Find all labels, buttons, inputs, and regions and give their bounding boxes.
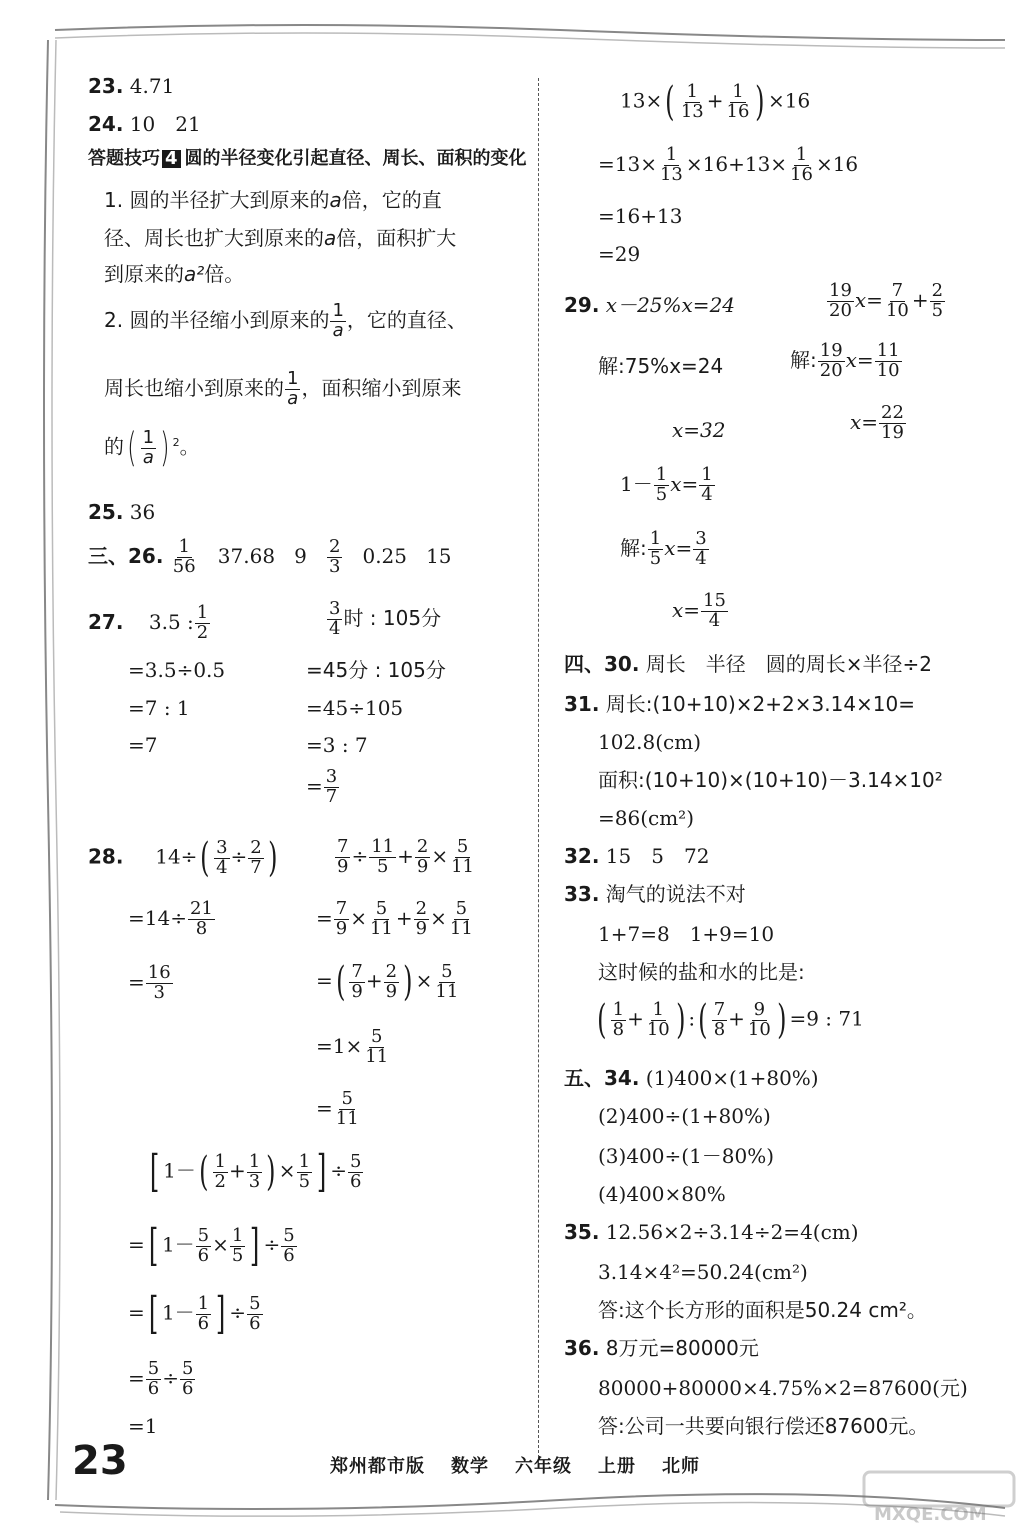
q31-l3: 面积:(10+10)×(10+10)－3.14×10²: [598, 768, 943, 792]
tip-p1-line1: 1. 圆的半径扩大到原来的a倍，它的直: [104, 188, 442, 212]
q32-line: 32. 15 5 72: [564, 844, 710, 868]
q31-l1: 31. 周长:(10+10)×2+2×3.14×10=: [564, 692, 916, 716]
q34-l2: (2)400÷(1+80%): [598, 1104, 771, 1128]
q33-l3: 这时候的盐和水的比是:: [598, 960, 805, 984]
q29-s3: 解: $\frac{1}{5}$ x= $\frac{3}{4}$: [620, 528, 707, 569]
q35-l3: 答:这个长方形的面积是50.24 cm²。: [598, 1298, 927, 1322]
r-top-l1: 13×( $\frac{1}{13}$ + $\frac{1}{16}$ ) ×16: [620, 79, 811, 125]
q36-l3: 答:公司一共要向银行偿还87600元。: [598, 1414, 929, 1438]
q26-line: 三、26. $\frac{1}{56}$ 37.68 9 $\frac{2}{3}$ 0.25 15: [88, 536, 452, 577]
tip-badge: 4: [162, 150, 181, 168]
tip-heading: 答题技巧 4 圆的半径变化引起直径、周长、面积的变化: [88, 148, 527, 169]
q27-b5: = $\frac{3}{7}$: [306, 766, 338, 807]
q28-b5: = $\frac{5}{11}$: [316, 1088, 359, 1129]
q27-a2: =3.5÷0.5: [128, 658, 226, 682]
q28-c2: =[ 1－ $\frac{5}{6}$ × $\frac{1}{5}$ ] ÷ $\frac{5}{6}$: [128, 1220, 295, 1271]
q29-s2: 解: $\frac{19}{20}$ x= $\frac{11}{10}$: [790, 340, 900, 381]
tip-p1-line2: 径、周长也扩大到原来的a倍，面积扩大: [104, 226, 457, 250]
q29-r2: x= $\frac{22}{19}$: [850, 402, 904, 443]
q25-line: 25. 36: [88, 500, 156, 524]
q28-b3: =( $\frac{7}{9}$ + $\frac{2}{9}$ ) × $\frac{5}{11}$: [316, 959, 459, 1005]
tip-p2-line3: 的( $\frac{1}{a}$ ) $^2$。: [104, 425, 200, 471]
q33-l1: 33. 淘气的说法不对: [564, 882, 746, 906]
q27-a1: 27. 3.5 : $\frac{1}{2}$: [88, 602, 209, 643]
q33-l4: ( $\frac{1}{8}$ + $\frac{1}{10}$ ) :( $\frac{7}{8}$ + $\frac{9}{10}$ ) =9 : 71: [597, 997, 864, 1043]
q28-b4: =1× $\frac{5}{11}$: [316, 1026, 389, 1067]
watermark: MXQE.COM: [860, 1470, 1020, 1526]
q28-c1: [ 1－( $\frac{1}{2}$ + $\frac{1}{3}$ ) × $\frac{1}{5}$ ] ÷ $\frac{5}{6}$: [149, 1146, 362, 1197]
q23-line: 23. 4.71: [88, 74, 175, 98]
q27-b4: =3 : 7: [306, 733, 368, 757]
q33-l2: 1+7=8 1+9=10: [598, 922, 775, 946]
column-divider: [538, 78, 539, 1463]
page-number: 23: [72, 1438, 128, 1484]
q29-r1: x=32: [672, 418, 726, 442]
q35-l1: 35. 12.56×2÷3.14÷2=4(cm): [564, 1220, 859, 1244]
q27-a3: =7 : 1: [128, 696, 190, 720]
footer-info: 郑州都市版 数学 六年级 上册 北师: [330, 1456, 700, 1477]
q28-b1: $\frac{7}{9}$ ÷ $\frac{11}{5}$ + $\frac{2}{9}$ × $\frac{5}{11}$: [337, 836, 475, 877]
q27-b3: =45÷105: [306, 696, 404, 720]
q34-l3: (3)400÷(1－80%): [598, 1144, 775, 1168]
q34-l4: (4)400×80%: [598, 1182, 726, 1206]
q28-a1: 28. 14÷( $\frac{3}{4}$ ÷ $\frac{2}{7}$ ): [88, 835, 278, 881]
q29-e2: $\frac{19}{20}$ x= $\frac{7}{10}$ + $\frac{2}{5}$: [829, 280, 944, 321]
q28-c3: =[ 1－ $\frac{1}{6}$ ] ÷ $\frac{5}{6}$: [128, 1288, 261, 1339]
q29-e1: 29. x－25%x=24: [564, 293, 736, 317]
q28-a3: = $\frac{16}{3}$: [128, 962, 171, 1003]
q28-a2: =14÷ $\frac{21}{8}$: [128, 898, 213, 939]
q29-e3: 1－ $\frac{1}{5}$ x= $\frac{1}{4}$: [620, 464, 713, 505]
q29-s1: 解:75%x=24: [598, 354, 724, 378]
r-top-l4: =29: [598, 242, 641, 266]
q28-b2: = $\frac{7}{9}$ × $\frac{5}{11}$ + $\frac{2}{9}$ × $\frac{5}{11}$: [316, 898, 473, 939]
q27-b1: $\frac{3}{4}$ 时 : 105分: [329, 598, 442, 639]
q30-line: 四、30. 周长 半径 圆的周长×半径÷2: [564, 652, 933, 676]
q34-l1: 五、34. (1)400×(1+80%): [564, 1066, 819, 1090]
q24-line: 24. 10 21: [88, 112, 201, 136]
q31-l4: =86(cm²): [598, 806, 694, 830]
q31-l2: 102.8(cm): [598, 730, 702, 754]
q36-l2: 80000+80000×4.75%×2=87600(元): [598, 1376, 968, 1400]
r-top-l2: =13× $\frac{1}{13}$ ×16+13× $\frac{1}{16}$ ×16: [598, 144, 859, 185]
tip-p2-line2: 周长也缩小到原来的 $\frac{1}{a}$ ，面积缩小到原来: [104, 368, 462, 409]
q36-l1: 36. 8万元=80000元: [564, 1336, 759, 1360]
q27-b2: =45分 : 105分: [306, 658, 446, 682]
r-top-l3: =16+13: [598, 204, 683, 228]
q35-l2: 3.14×4²=50.24(cm²): [598, 1260, 808, 1284]
q28-c4: = $\frac{5}{6}$ ÷ $\frac{5}{6}$: [128, 1358, 194, 1399]
tip-p2-line1: 2. 圆的半径缩小到原来的 $\frac{1}{a}$ ，它的直径、: [104, 300, 467, 341]
q29-r3: x= $\frac{15}{4}$: [672, 590, 726, 631]
q27-a4: =7: [128, 733, 158, 757]
tip-p1-line3: 到原来的a²倍。: [104, 262, 245, 286]
q28-c5: =1: [128, 1414, 158, 1438]
